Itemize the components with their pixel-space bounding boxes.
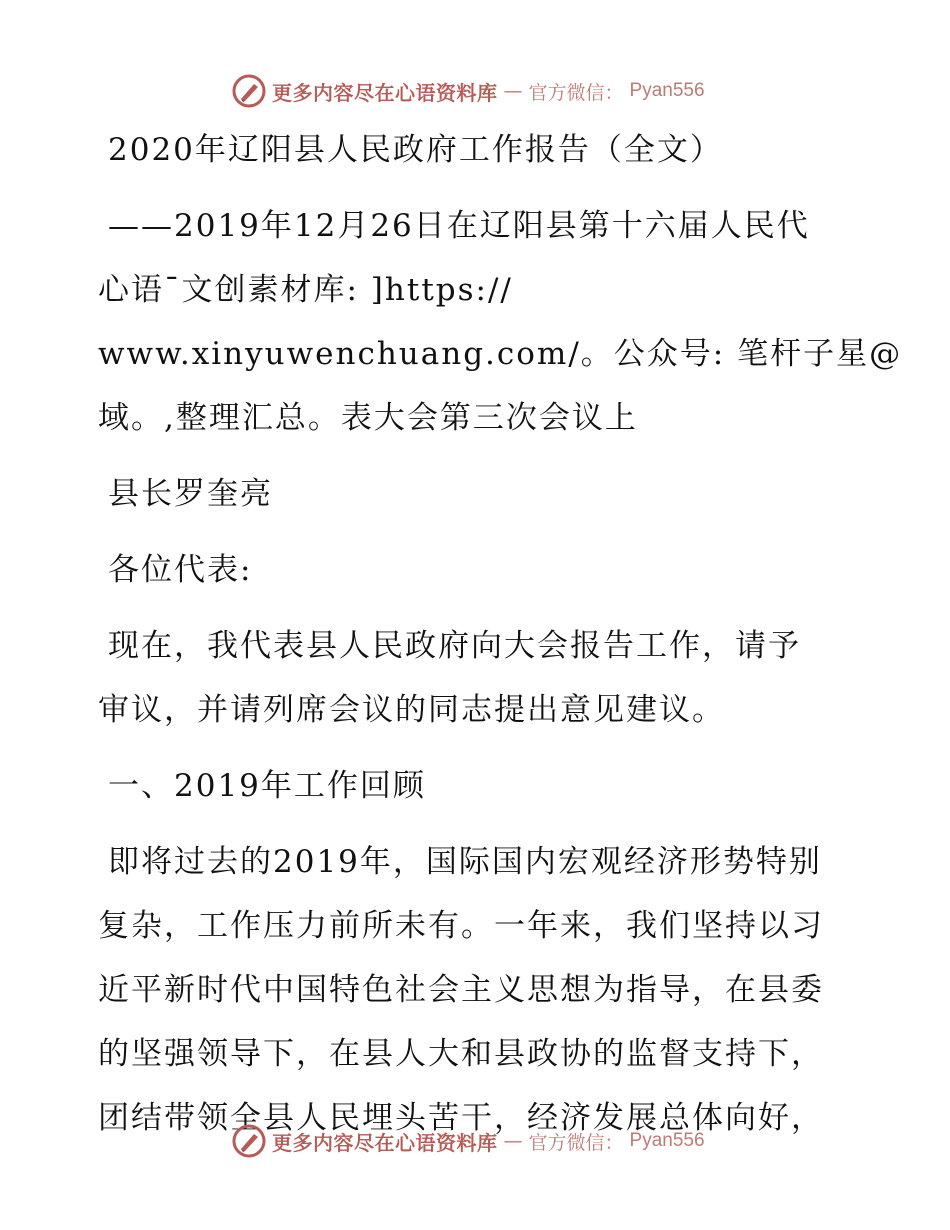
document-body bbox=[98, 118, 903, 1150]
pen-logo-icon bbox=[232, 74, 266, 108]
watermark-brand: 更多内容尽在心语资料库 bbox=[272, 1130, 498, 1155]
paragraph-line: 即将过去的2019年，国际国内宏观经济形势特别 bbox=[108, 844, 822, 880]
paragraph-line: 审议，并请列席会议的同志提出意见建议。 bbox=[98, 692, 725, 728]
paragraph-line: 复杂，工作压力前所未有。一年来，我们坚持以习 bbox=[98, 908, 824, 944]
speaker: 县长罗奎亮 bbox=[108, 476, 273, 512]
subtitle-line: ——2019年12月26日在辽阳县第十六届人民代 bbox=[108, 208, 810, 244]
salutation: 各位代表: bbox=[108, 552, 253, 588]
paragraph-line: 团结带领全县人民埋头苦干，经济发展总体向好， bbox=[98, 1100, 824, 1136]
paragraph-line: 现在，我代表县人民政府向大会报告工作，请予 bbox=[108, 628, 801, 664]
watermark-wechat-id: Pyan556 bbox=[629, 80, 705, 101]
document-title: 2020年辽阳县人民政府工作报告（全文） bbox=[108, 132, 723, 168]
header-watermark bbox=[232, 71, 705, 111]
section-heading: 一、2019年工作回顾 bbox=[108, 768, 426, 804]
watermark-label: 官方微信： bbox=[528, 81, 624, 104]
watermark-label: 官方微信： bbox=[528, 1131, 624, 1154]
footer-watermark bbox=[232, 1121, 705, 1161]
paragraph-line: 的坚强领导下，在县人大和县政协的监督支持下， bbox=[98, 1036, 824, 1072]
watermark-dash: — bbox=[503, 80, 523, 102]
watermark-dash: — bbox=[503, 1130, 523, 1152]
subtitle-line: www.xinyuwenchuang.com/。公众号: 笔杆子星@ bbox=[98, 336, 903, 372]
subtitle-line: 域。,整理汇总。表大会第三次会议上 bbox=[98, 400, 638, 436]
watermark-wechat-id: Pyan556 bbox=[629, 1130, 705, 1151]
pen-logo-icon bbox=[232, 1124, 266, 1158]
subtitle-line: 心语¯文创素材库: ]https:// bbox=[98, 272, 513, 308]
paragraph-line: 近平新时代中国特色社会主义思想为指导，在县委 bbox=[98, 972, 824, 1008]
watermark-brand: 更多内容尽在心语资料库 bbox=[272, 80, 498, 105]
